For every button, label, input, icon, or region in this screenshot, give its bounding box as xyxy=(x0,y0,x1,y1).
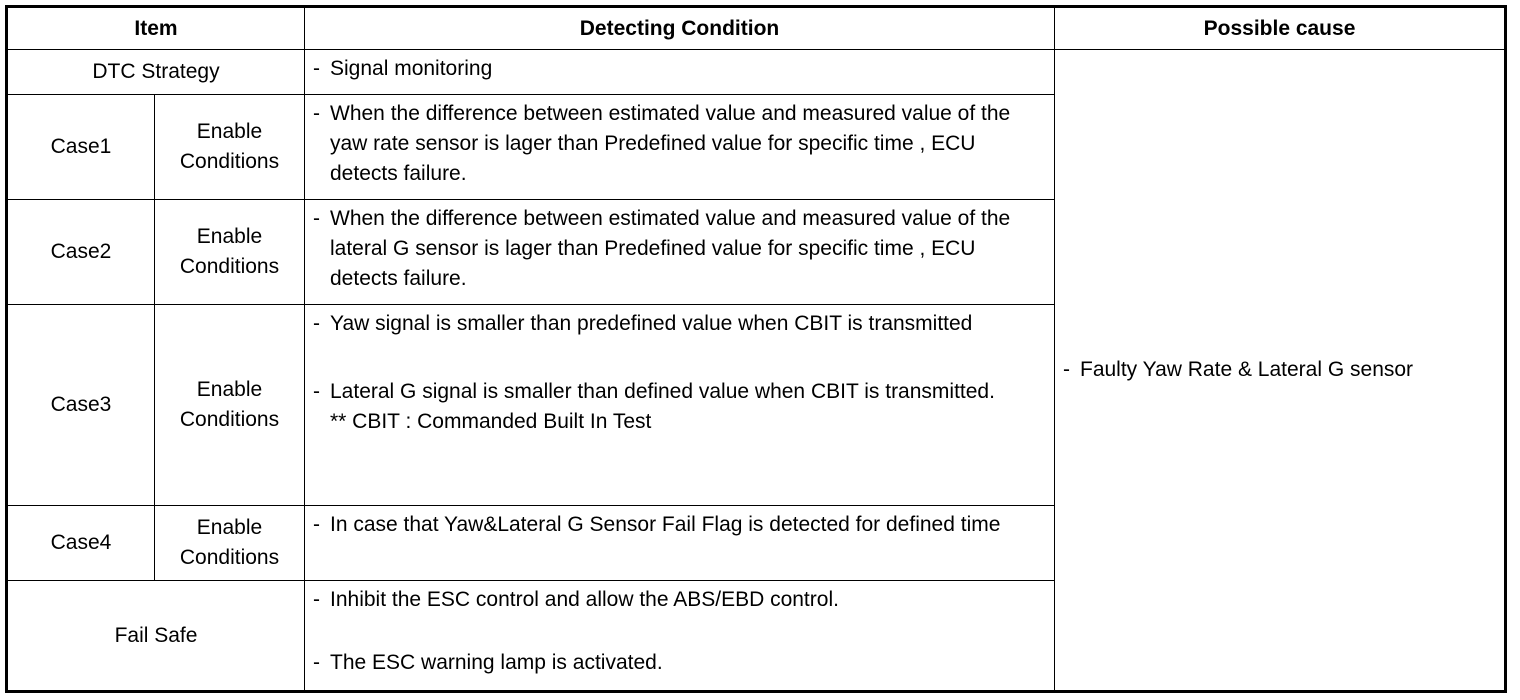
header-item: Item xyxy=(7,7,305,50)
possible-cause-cell xyxy=(1055,50,1506,692)
case2-condition: - When the difference between estimated value and measured value of the lateral G sensor is lager than Predefined value for specific time , ECU detects failure. xyxy=(305,200,1055,305)
bullet-dash: - xyxy=(313,651,320,674)
bullet-dash: - xyxy=(313,588,320,611)
dtc-strategy-condition: - Signal monitoring xyxy=(305,50,1055,95)
case3-enable-conditions: Enable Conditions xyxy=(155,305,305,506)
case2-enable-conditions: Enable Conditions xyxy=(155,200,305,305)
header-detecting-condition: Detecting Condition xyxy=(305,7,1055,50)
fail-safe-condition: - Inhibit the ESC control and allow the ABS/EBD control. - The ESC warning lamp is activated. xyxy=(305,581,1055,692)
bullet-dash: - xyxy=(313,207,320,230)
case3-label: Case3 xyxy=(7,305,155,506)
bullet-dash: - xyxy=(313,380,320,403)
possible-cause-text: Faulty Yaw Rate & Lateral G sensor xyxy=(1080,358,1414,381)
case3-condition: - Yaw signal is smaller than predefined value when CBIT is transmitted - Lateral G signal is smaller than defined value when CBIT is transmitted. ** CBIT : Commanded Built In Test xyxy=(305,305,1055,506)
bullet-dash: - xyxy=(313,57,320,80)
case1-enable-conditions: Enable Conditions xyxy=(155,95,305,200)
header-possible-cause: Possible cause xyxy=(1055,7,1506,50)
cbit-footnote: ** CBIT : Commanded Built In Test xyxy=(330,410,652,433)
row-dtc-strategy xyxy=(7,50,1506,95)
case2-label: Case2 xyxy=(7,200,155,305)
case4-label: Case4 xyxy=(7,506,155,581)
case1-label: Case1 xyxy=(7,95,155,200)
dtc-strategy-label: DTC Strategy xyxy=(7,50,305,95)
header-row xyxy=(7,7,1506,50)
case4-condition: - In case that Yaw&Lateral G Sensor Fail Flag is detected for defined time xyxy=(305,506,1055,581)
bullet-dash: - xyxy=(1063,358,1070,381)
case4-enable-conditions: Enable Conditions xyxy=(155,506,305,581)
fail-safe-label: Fail Safe xyxy=(7,581,305,692)
bullet-dash: - xyxy=(313,513,320,536)
bullet-dash: - xyxy=(313,312,320,335)
bullet-dash: - xyxy=(313,102,320,125)
case1-condition: - When the difference between estimated value and measured value of the yaw rate sensor is lager than Predefined value for specific time , ECU detects failure. xyxy=(305,95,1055,200)
dtc-table xyxy=(5,5,1507,693)
